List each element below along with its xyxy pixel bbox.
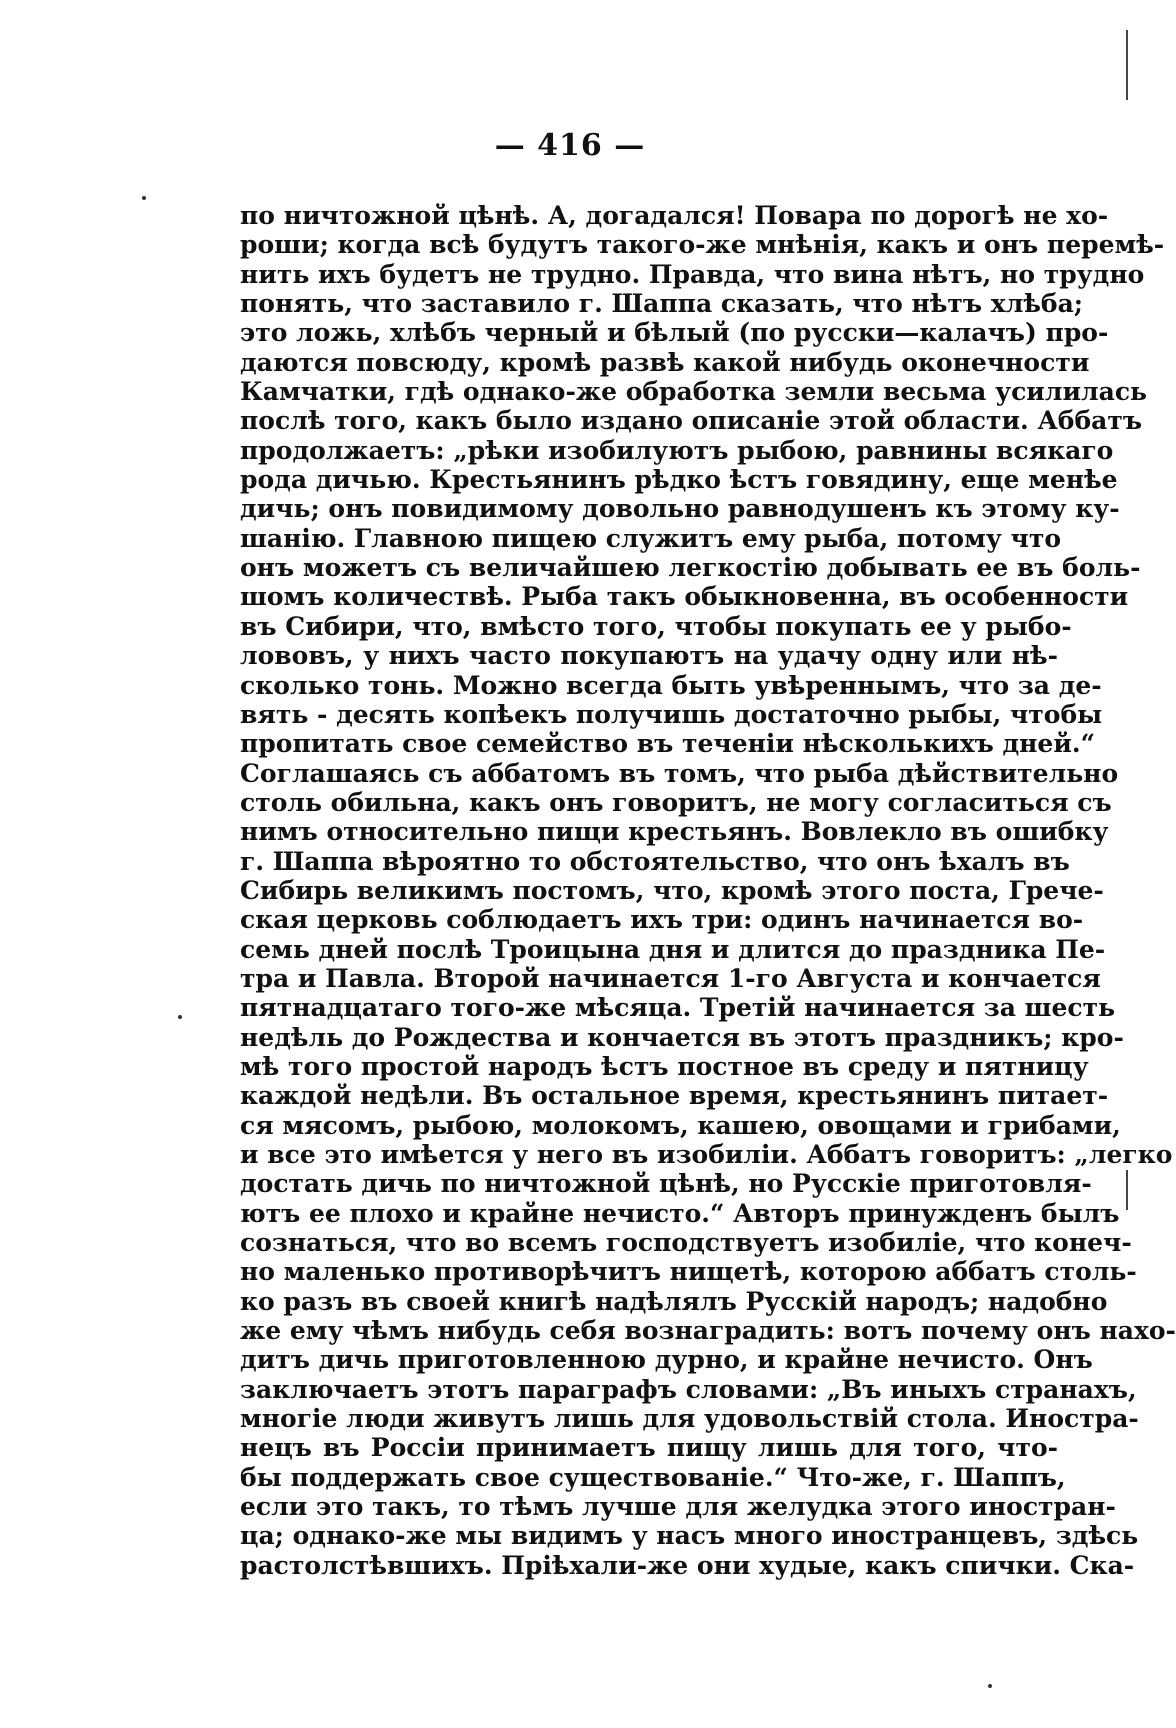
- scan-speck: [142, 196, 146, 200]
- text-line: семь дней послѣ Троицына дня и длится до праздника Пе-: [240, 934, 1106, 964]
- text-line: Сибирь великимъ постомъ, что, кромѣ этого поста, Грече-: [240, 875, 1104, 905]
- text-line: г. Шаппа вѣроятно то обстоятельство, что онъ ѣхалъ въ: [240, 846, 1070, 876]
- text-line: тра и Павла. Второй начинается 1-го Августа и кончается: [240, 963, 1101, 993]
- text-line: пропитать свое семейство въ теченіи нѣсколькихъ дней.“: [240, 729, 1095, 759]
- scan-speck: [988, 1684, 992, 1688]
- text-line: растолстѣвшихъ. Пріѣхали-же они худые, какъ спички. Ска-: [240, 1550, 1135, 1580]
- scan-speck: [178, 1015, 182, 1019]
- text-line: рода дичью. Крестьянинъ рѣдко ѣстъ говядину, еще менѣе: [240, 465, 1118, 495]
- text-line: шомъ количествѣ. Рыба такъ обыкновенна, въ особенности: [240, 582, 1129, 612]
- text-line: онъ можетъ съ величайшею легкостію добывать ее въ боль-: [240, 553, 1141, 583]
- text-line: дичь; онъ повидимому довольно равнодушенъ къ этому ку-: [240, 494, 1120, 524]
- text-line: ца; однако-же мы видимъ у насъ много иностранцевъ, здѣсь: [240, 1521, 1139, 1551]
- text-line: вять - десять копѣекъ получишь достаточно рыбы, чтобы: [240, 699, 1103, 729]
- page-number: — 416 —: [494, 128, 646, 163]
- text-line: ся мясомъ, рыбою, молокомъ, кашею, овощами и грибами,: [240, 1110, 1121, 1140]
- body-text: [240, 201, 1176, 1580]
- text-line: же ему чѣмъ нибудь себя вознаградить: вотъ почему онъ нахо-: [240, 1316, 1176, 1346]
- text-line: Соглашаясь съ аббатомъ въ томъ, что рыба дѣйствительно: [240, 758, 1119, 788]
- text-line: если это такъ, то тѣмъ лучше для желудка этого иностран-: [240, 1492, 1116, 1522]
- text-line: достать дичь по ничтожной цѣнѣ, но Русскіе приготовля-: [240, 1169, 1092, 1199]
- text-line: даются повсюду, кромѣ развѣ какой нибудь оконечности: [240, 347, 1090, 377]
- text-line: дитъ дичь приготовленною дурно, и крайне нечисто. Онъ: [240, 1345, 1093, 1375]
- scan-edge-line: [1126, 30, 1128, 100]
- text-line: нимъ относительно пищи крестьянъ. Вовлекло въ ошибку: [240, 817, 1109, 847]
- text-line: и все это имѣется у него въ изобиліи. Аббатъ говоритъ: „легко: [240, 1140, 1173, 1169]
- text-line: ко разъ въ своей книгѣ надѣлялъ Русскій народъ; надобно: [240, 1286, 1108, 1316]
- text-line: сознаться, что во всемъ господствуетъ изобиліе, что конеч-: [240, 1228, 1132, 1258]
- text-line: Камчатки, гдѣ однако-же обработка земли весьма усилилась: [240, 377, 1148, 407]
- text-line: послѣ того, какъ было издано описаніе этой области. Аббатъ: [240, 406, 1143, 436]
- text-line: ютъ ее плохо и крайне нечисто.“ Авторъ принужденъ былъ: [240, 1198, 1120, 1228]
- text-line: столь обильна, какъ онъ говоритъ, не могу согласиться съ: [240, 787, 1112, 817]
- scan-edge-line: [1126, 1170, 1128, 1210]
- text-line: лововъ, у нихъ часто покупаютъ на удачу одну или нѣ-: [240, 641, 1058, 671]
- text-line: заключаетъ этотъ параграфъ словами: „Въ иныхъ странахъ,: [240, 1374, 1137, 1404]
- text-line: въ Сибири, что, вмѣсто того, чтобы покупать ее у рыбо-: [240, 611, 1072, 641]
- text-line: сколько тонь. Можно всегда быть увѣреннымъ, что за де-: [240, 670, 1102, 700]
- text-line: понять, что заставило г. Шаппа сказать, что нѣтъ хлѣба;: [240, 289, 1084, 319]
- text-line: пятнадцатаго того-же мѣсяца. Третій начинается за шесть: [240, 993, 1116, 1023]
- text-line: мѣ того простой народъ ѣстъ постное въ среду и пятницу: [240, 1051, 1089, 1081]
- text-line: нить ихъ будетъ не трудно. Правда, что вина нѣтъ, но трудно: [240, 259, 1145, 289]
- text-line: ская церковь соблюдаетъ ихъ три: одинъ начинается во-: [240, 905, 1084, 935]
- text-line: роши; когда всѣ будутъ такого-же мнѣнія, какъ и онъ перемѣ-: [240, 230, 1165, 260]
- text-line: бы поддержать свое существованіе.“ Что-же, г. Шаппъ,: [240, 1462, 1066, 1492]
- text-line: это ложь, хлѣбъ черный и бѣлый (по русски—калачъ) про-: [240, 318, 1109, 348]
- text-line: многіе люди живутъ лишь для удовольствій стола. Иностра-: [240, 1404, 1139, 1434]
- text-line: но маленько противорѣчитъ нищетѣ, которою аббатъ столь-: [240, 1257, 1137, 1287]
- text-line: по ничтожной цѣнѣ. А, догадался! Повара по дорогѣ не хо-: [240, 201, 1109, 230]
- text-line: недѣль до Рождества и кончается въ этотъ праздникъ; кро-: [240, 1022, 1124, 1052]
- text-line: продолжаетъ: „рѣки изобилуютъ рыбою, равнины всякаго: [240, 435, 1114, 465]
- text-line: нецъ въ Россіи принимаетъ пищу лишь для того, что-: [240, 1433, 1058, 1463]
- text-line: каждой недѣли. Въ остальное время, крестьянинъ питает-: [240, 1081, 1109, 1111]
- text-line: шанію. Главною пищею служитъ ему рыба, потому что: [240, 523, 1061, 553]
